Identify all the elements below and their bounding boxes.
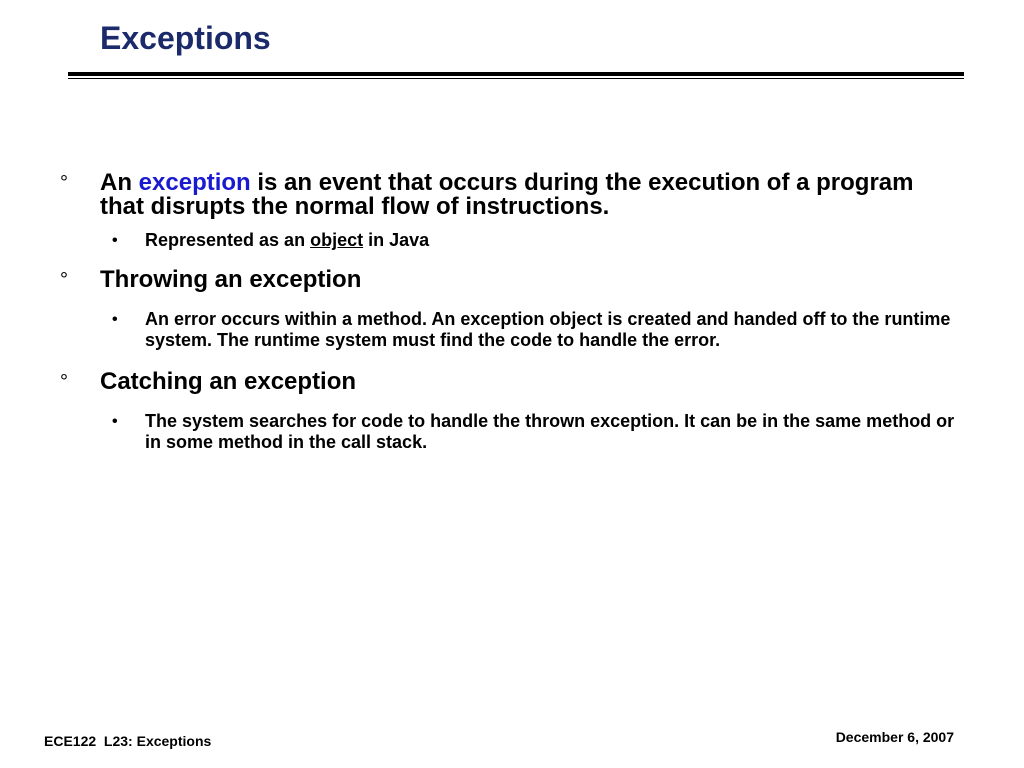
sub-bullet-text: The system searches for code to handle the thrown exception. It can be in the same method or in some method in the call stack. <box>145 411 955 452</box>
bullet-exception-definition <box>60 171 960 219</box>
bullet-text: Catching an exception <box>100 368 357 395</box>
bullet-text-after: is an event that occurs during the execution of a program that disrupts the normal flow of instructions. <box>100 169 914 220</box>
sub-bullet-throwing-detail <box>60 309 960 351</box>
sub-bullet-represented-as-object <box>60 230 960 251</box>
dot-bullet-icon: • <box>112 232 118 249</box>
sub-bullet-text-after: in Java <box>363 230 430 250</box>
degree-bullet-icon: ° <box>60 269 68 291</box>
bullet-catching-exception <box>60 370 960 394</box>
dot-bullet-icon: • <box>112 311 118 328</box>
degree-bullet-icon: ° <box>60 371 68 393</box>
bullet-text: Throwing an exception <box>100 266 362 293</box>
sub-bullet-text-before: Represented as an <box>145 230 311 250</box>
slide-content <box>60 171 960 453</box>
footer-date: December 6, 2007 <box>835 729 954 745</box>
bullet-text-before: An <box>100 169 139 196</box>
degree-bullet-icon: ° <box>60 172 68 194</box>
slide-title: Exceptions <box>100 20 271 56</box>
title-divider-thin <box>68 78 964 79</box>
highlighted-term: exception <box>138 169 251 196</box>
sub-bullet-catching-detail <box>60 411 960 453</box>
title-divider <box>68 72 964 80</box>
title-divider-thick <box>68 72 964 76</box>
sub-bullet-text: An error occurs within a method. An exception object is created and handed off to the runtime system. The runtime system must find the code to handle the error. <box>145 309 951 350</box>
underlined-term: object <box>310 230 364 250</box>
dot-bullet-icon: • <box>112 413 118 430</box>
footer-course-label: ECE122 L23: Exceptions <box>44 733 212 749</box>
bullet-throwing-exception <box>60 268 960 292</box>
